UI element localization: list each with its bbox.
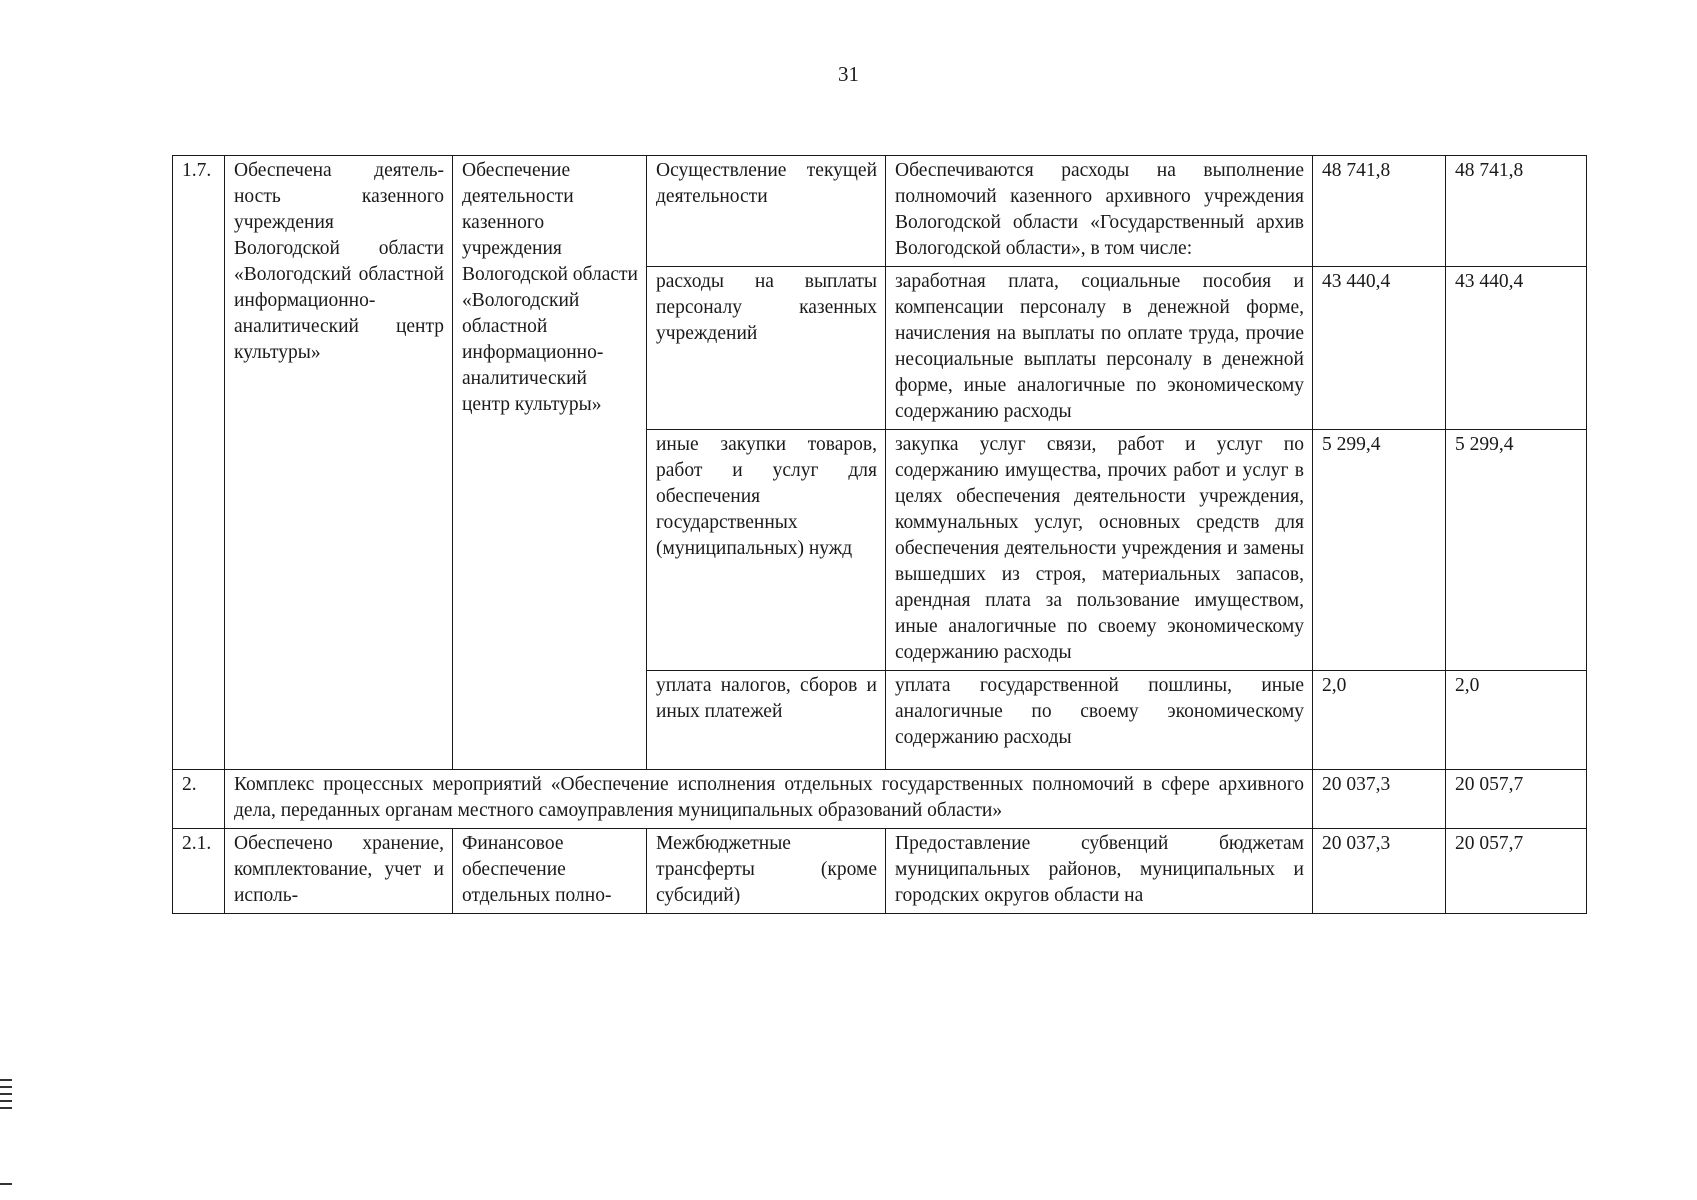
budget-table	[172, 155, 1587, 914]
row-index: 1.7.	[173, 156, 225, 770]
measure-cell: Обеспечение деятельности казенного учреждения Вологодской области «Вологодский областной информационно-аналитический центр культуры»	[453, 156, 647, 770]
table-row	[173, 829, 1587, 914]
value-cell-1: 20 037,3	[1313, 770, 1446, 829]
value-cell-2: 48 741,8	[1446, 156, 1587, 267]
margin-tick	[0, 1086, 12, 1088]
table-row	[173, 770, 1587, 829]
direction-cell: уплата налогов, сборов и иных платежей	[647, 671, 886, 770]
page-number: 31	[838, 62, 859, 86]
measure-cell: Финансовое обеспечение отдельных полно-	[453, 829, 647, 914]
value-cell-1: 43 440,4	[1313, 267, 1446, 430]
value-cell-2: 2,0	[1446, 671, 1587, 770]
description-cell: Обеспечиваются расходы на выполнение полномочий казенного архивного учреждения Вологодской области «Государственный архив Вологодской области», в том числе:	[886, 156, 1313, 267]
complex-cell: Комплекс процессных мероприятий «Обеспечение исполнения отдельных государственных полномочий в сфере архивного дела, переданных органам местного самоуправления муниципальных образований области»	[225, 770, 1313, 829]
row-index: 2.1.	[173, 829, 225, 914]
direction-cell: расходы на выплаты персоналу казенных учреждений	[647, 267, 886, 430]
direction-cell: Межбюджетные трансферты (кроме субсидий)	[647, 829, 886, 914]
description-cell: закупка услуг связи, работ и услуг по содержанию имущества, прочих работ и услуг в целях обеспечения деятельности учреждения, коммунальных услуг, основных средств для обеспечения деятельности учреждения и замены вышедших из строя, материальных запасов, арендная плата за пользование имуществом, иные аналогичные по своему экономическому содержанию расходы	[886, 430, 1313, 671]
description-cell: уплата государственной пошлины, иные аналогичные по своему экономическому содержанию расходы	[886, 671, 1313, 770]
direction-cell: Осуществление текущей деятельности	[647, 156, 886, 267]
description-cell: заработная плата, социальные пособия и компенсации персоналу в денежной форме, начисления на выплаты по оплате труда, прочие несоциальные выплаты персоналу в денежной форме, иные аналогичные по экономическому содержанию расходы	[886, 267, 1313, 430]
margin-tick	[0, 1183, 12, 1185]
value-cell-1: 2,0	[1313, 671, 1446, 770]
direction-cell: иные закупки товаров, работ и услуг для обеспечения государственных (муниципальных) нужд	[647, 430, 886, 671]
result-cell: Обеспечено хранение, комплектование, учет и исполь-	[225, 829, 453, 914]
value-cell-1: 48 741,8	[1313, 156, 1446, 267]
value-cell-1: 20 037,3	[1313, 829, 1446, 914]
margin-tick	[0, 1100, 12, 1102]
margin-tick	[0, 1107, 12, 1109]
description-cell: Предоставление субвенций бюджетам муниципальных районов, муниципальных и городских округов области на	[886, 829, 1313, 914]
row-index: 2.	[173, 770, 225, 829]
value-cell-2: 43 440,4	[1446, 267, 1587, 430]
value-cell-1: 5 299,4	[1313, 430, 1446, 671]
value-cell-2: 20 057,7	[1446, 770, 1587, 829]
table-row	[173, 156, 1587, 267]
value-cell-2: 5 299,4	[1446, 430, 1587, 671]
result-cell: Обеспечена деятель-ность казенного учреждения Вологодской области «Вологодский областной информационно-аналитический центр культуры»	[225, 156, 453, 770]
margin-tick	[0, 1079, 12, 1081]
margin-tick	[0, 1093, 12, 1095]
value-cell-2: 20 057,7	[1446, 829, 1587, 914]
